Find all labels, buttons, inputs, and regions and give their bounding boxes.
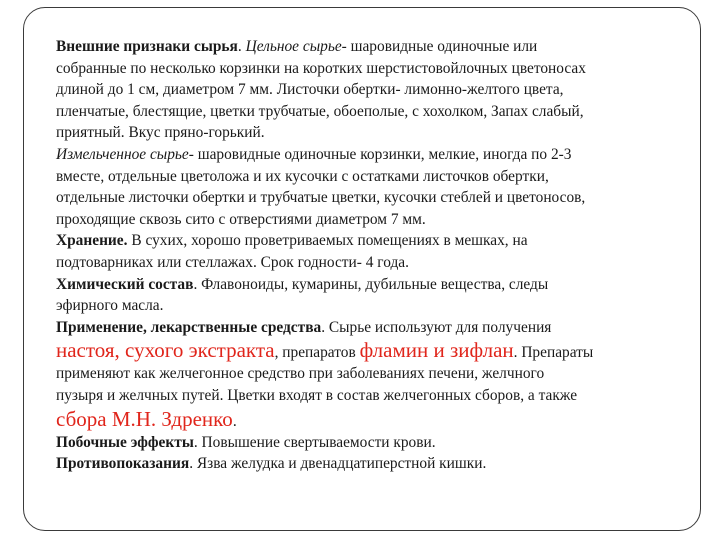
text-line: вместе, отдельные цветоложа и их кусочки с остатками листочков обертки, <box>56 167 549 185</box>
side-effects-heading: Побочные эффекты <box>56 433 194 451</box>
text-line: собранные по несколько корзинки на коротких шерстистовойлочных цветоносах <box>56 59 586 77</box>
crushed-raw-line: Измельченное сырье- шаровидные одиночные корзинки, мелкие, иногда по 2-3 <box>56 145 572 163</box>
zdrenko-highlight: сбора М.Н. Здренко <box>56 406 233 431</box>
text-line: отдельные листочки обертки и трубчатые цветки, кусочки стеблей и цветоносов, <box>56 189 586 207</box>
text-line: пленчатые, блестящие, цветки трубчатые, обоеполые, с хохолком, Запах слабый, <box>56 102 584 120</box>
text-line: проходящие сквозь сито с отверстиями диаметром 7 мм. <box>56 210 426 228</box>
application-heading: Применение, лекарственные средства <box>56 318 322 336</box>
zdrenko-line: сбора М.Н. Здренко. <box>56 406 237 431</box>
contraindications-heading: Противопоказания <box>56 455 190 473</box>
contraindications-line: Противопоказания. Язва желудка и двенадцатиперстной кишки. <box>56 455 487 473</box>
text-line: подтоварниках или стеллажах. Срок годности- 4 года. <box>56 253 409 271</box>
chemical-composition-line: Химический состав. Флавоноиды, кумарины, дубильные вещества, следы <box>56 275 549 293</box>
application-line: Применение, лекарственные средства. Сырье используют для получения <box>56 318 552 336</box>
side-effects-line: Побочные эффекты. Повышение свертываемости крови. <box>56 433 436 451</box>
storage-line: Хранение. В сухих, хорошо проветриваемых помещениях в мешках, на <box>56 232 528 250</box>
text-line: эфирного масла. <box>56 297 164 315</box>
flamin-ziflan-highlight: фламин и зифлан <box>359 338 514 363</box>
whole-raw-label: Цельное сырье <box>245 38 342 55</box>
text-line: применяют как желчегонное средство при заболеваниях печени, желчного <box>56 365 545 383</box>
external-signs-heading: Внешние признаки сырья <box>56 38 238 55</box>
storage-heading: Хранение. <box>56 232 128 250</box>
preparations-line: настоя, сухого экстракта, препаратов фламин и зифлан. Препараты <box>56 338 594 363</box>
raw-material-line-1: Внешние признаки сырья. Цельное сырье- шаровидные одиночные или <box>56 38 538 55</box>
document-text <box>56 36 688 475</box>
infusion-extract-highlight: настоя, сухого экстракта <box>56 338 275 363</box>
text-line: длиной до 1 см, диаметром 7 мм. Листочки обертки- лимонно-желтого цвета, <box>56 81 564 99</box>
crushed-raw-label: Измельченное сырье <box>56 145 189 163</box>
chemical-composition-heading: Химический состав <box>56 275 194 293</box>
text-line: пузыря и желчных путей. Цветки входят в состав желчегонных сборов, а также <box>56 386 578 404</box>
text-line: приятный. Вкус пряно-горький. <box>56 124 265 142</box>
